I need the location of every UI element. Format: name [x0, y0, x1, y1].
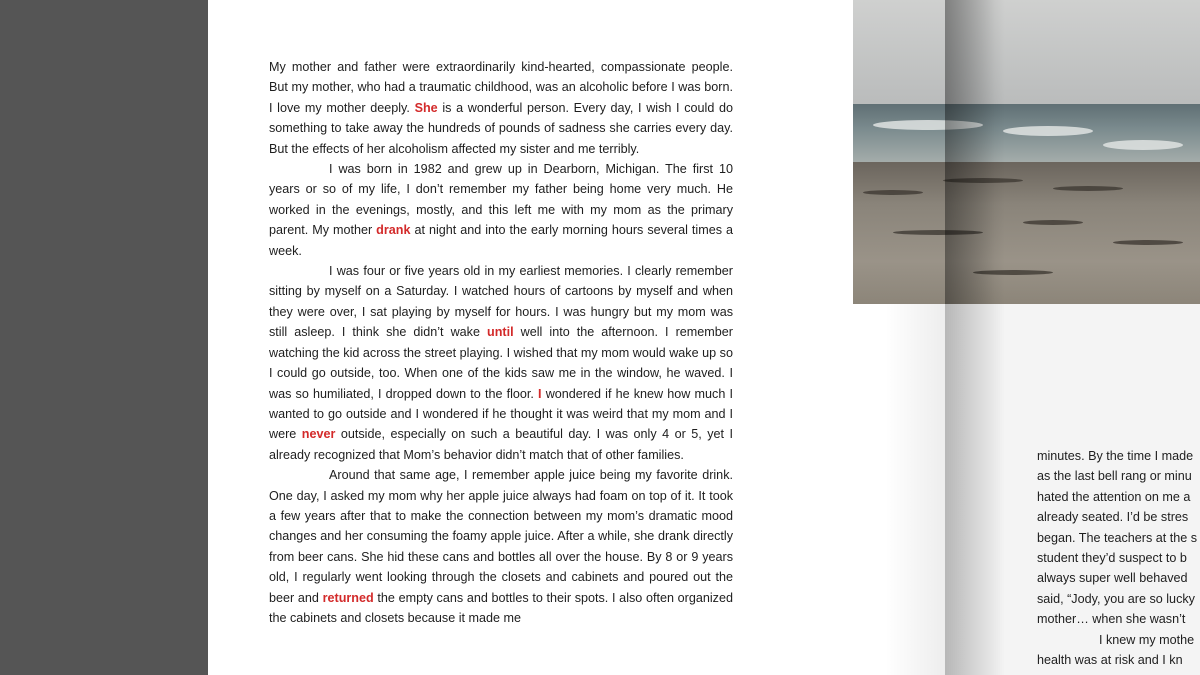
highlighted-word: returned [322, 590, 374, 605]
body-paragraph [269, 465, 733, 628]
photo-wave [1003, 126, 1093, 136]
photo-wave [1103, 140, 1183, 150]
text-line: health was at risk and I kn [1037, 652, 1183, 667]
photo-seaweed [1113, 240, 1183, 245]
text-line: mother… when she wasn’t [1037, 612, 1186, 627]
photo-seaweed [1023, 220, 1083, 225]
left-page-text [269, 57, 733, 628]
beach-photo [853, 0, 1200, 304]
text-run: outside, especially on such a beautiful day. I was only 4 or 5, yet I already recognized that Mom’s behavior didn’t match that of other families. [269, 427, 734, 462]
highlighted-word: She [414, 100, 438, 115]
text-line: always super well behaved [1037, 571, 1188, 586]
text-line: hated the attention on me a [1037, 489, 1191, 504]
photo-seaweed [863, 190, 923, 195]
right-page-text [1037, 446, 1200, 670]
text-line: minutes. By the time I made [1037, 449, 1194, 463]
highlighted-word: never [301, 427, 336, 442]
text-run: I was born in 1982 and grew up in Dearborn, Michigan. The first 10 years or so of my life, I don’t remember my father being home very much. He worked in the evenings, mostly, and this left me with my mom as the primary parent. My mother [269, 162, 733, 238]
body-paragraph [269, 261, 733, 465]
body-paragraph [269, 159, 733, 261]
text-line: student they’d suspect to b [1037, 550, 1187, 565]
text-run: wondered if he knew how much I wanted to go outside and I wondered if he thought it was weird that my mom and I were [269, 386, 733, 442]
highlighted-word: drank [376, 223, 411, 238]
text-line: I knew my mothe [1099, 632, 1195, 647]
text-run: well into the afternoon. I remember watching the kid across the street playing. I wished that my mom would wake up so I could go outside, too. When one of the kids saw me in the window, he waved. I was so humiliated, I dropped down to the floor. [269, 325, 733, 401]
highlighted-word: until [487, 325, 514, 340]
body-paragraph [269, 57, 733, 159]
text-line: said, “Jody, you are so lucky [1037, 591, 1195, 606]
text-line: already seated. I’d be stres [1037, 510, 1189, 525]
text-run: the empty cans and bottles to their spots. I also often organized the cabinets and closets because it made me [269, 590, 733, 625]
text-run: is a wonderful person. Every day, I wish I could do something to take away the hundreds of pounds of sadness she carries every day. But the effects of her alcoholism affected my sister and me terribly. [269, 100, 733, 156]
text-run: Around that same age, I remember apple juice being my favorite drink. One day, I asked my mom why her apple juice always had foam on top of it. It took a few years after that to make the connection between my mom’s dramatic mood changes and her consuming the foamy apple juice. After a while, she drank directly from beer cans. She hid these cans and bottles all over the house. By 8 or 9 years old, I regularly went looking through the closets and cabinets and poured out the beer and [269, 468, 733, 605]
text-line: as the last bell rang or minu [1037, 469, 1192, 484]
text-run: at night and into the early morning hours several times a week. [269, 223, 733, 258]
text-line: began. The teachers at the s [1037, 530, 1198, 545]
highlighted-word: I [538, 386, 542, 401]
photo-sky [853, 0, 1200, 108]
text-run: My mother and father were extraordinarily kind-hearted, compassionate people. But my mother, who had a traumatic childhood, was an alcoholic before I was born. I love my mother deeply. [269, 60, 733, 115]
text-run: I was four or five years old in my earliest memories. I clearly remember sitting by myself on a Saturday. I watched hours of cartoons by myself and when they were over, I sat playing by myself for hours. I was hungry but my mom was still asleep. I think she didn’t wake [269, 264, 733, 340]
photo-seaweed [1053, 186, 1123, 191]
